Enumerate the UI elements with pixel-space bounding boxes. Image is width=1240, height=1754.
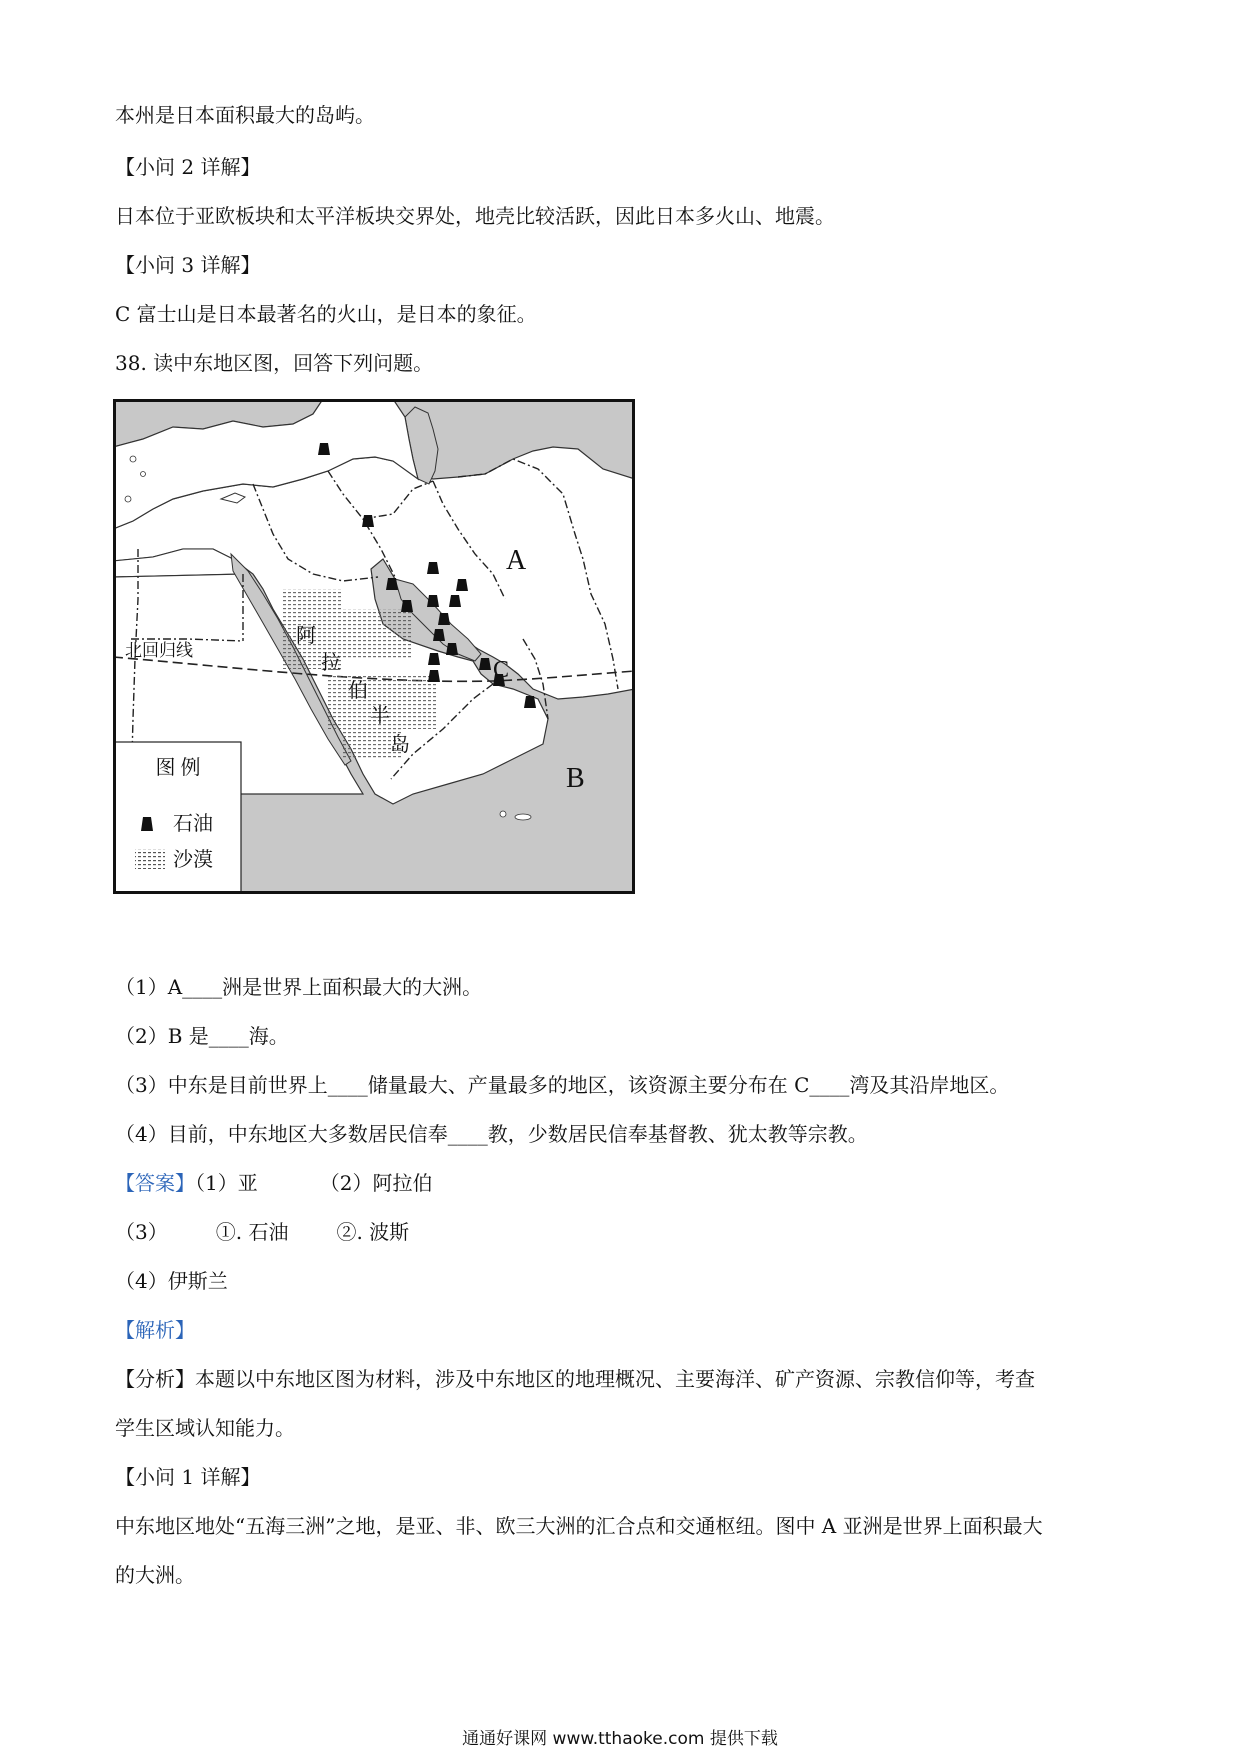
oil-marker-icon — [428, 670, 440, 682]
legend-desert-label: 沙漠 — [173, 849, 213, 871]
desert-area — [343, 609, 413, 659]
peninsula-label-char: 伯 — [348, 680, 368, 702]
oil-marker-icon — [524, 696, 536, 708]
oil-marker-icon — [479, 658, 491, 670]
text-line: 日本位于亚欧板块和太平洋板块交界处，地壳比较活跃，因此日本多火山、地震。 — [115, 204, 835, 228]
answer-line-1 — [115, 1168, 432, 1198]
oil-marker-icon — [446, 643, 458, 655]
oil-marker-icon — [456, 579, 468, 591]
desert-legend-icon — [135, 849, 165, 869]
analysis-tag: 【解析】 — [115, 1318, 195, 1342]
question-2: （2）B 是____海。 — [115, 1024, 289, 1048]
answer-4: （4）伊斯兰 — [115, 1269, 228, 1293]
oil-marker-icon — [318, 443, 330, 455]
subquestion-heading: 【小问 3 详解】 — [115, 253, 261, 277]
question-3: （3）中东是目前世界上____储量最大、产量最多的地区，该资源主要分布在 C____湾及其沿岸地区。 — [115, 1073, 1010, 1097]
oil-marker-icon — [362, 515, 374, 527]
question-4: （4）目前，中东地区大多数居民信奉____教，少数居民信奉基督教、犹太教等宗教。 — [115, 1122, 868, 1146]
subquestion-heading: 【小问 1 详解】 — [115, 1465, 261, 1489]
oil-marker-icon — [401, 600, 413, 612]
peninsula-label-char: 阿 — [296, 625, 316, 647]
oil-marker-icon — [427, 595, 439, 607]
answer-line-3 — [115, 1217, 409, 1247]
answer-1: （1）亚 — [195, 1171, 258, 1195]
answer-3-2: ②. 波斯 — [336, 1220, 410, 1244]
legend-title: 图 例 — [155, 757, 201, 779]
text-line: C 富士山是日本最著名的火山，是日本的象征。 — [115, 302, 537, 326]
analysis-text: 中东地区地处“五海三洲”之地，是亚、非、欧三大洲的汇合点和交通枢纽。图中 A 亚洲是世界上面积最大 — [115, 1514, 1043, 1538]
map-label-b: B — [566, 763, 585, 794]
tropic-label: 北回归线 — [125, 641, 193, 660]
legend-oil-label: 石油 — [173, 813, 213, 835]
peninsula-label-char: 拉 — [321, 652, 341, 674]
subquestion-heading: 【小问 2 详解】 — [115, 155, 261, 179]
page-footer: 通通好课网 www.tthaoke.com 提供下载 — [462, 1729, 778, 1749]
question-title: 38. 读中东地区图，回答下列问题。 — [115, 351, 434, 375]
question-1: （1）A____洲是世界上面积最大的大洲。 — [115, 975, 483, 999]
oil-marker-icon — [427, 562, 439, 574]
analysis-text: 的大洲。 — [115, 1563, 195, 1587]
analysis-text: 【分析】本题以中东地区图为材料，涉及中东地区的地理概况、主要海洋、矿产资源、宗教信仰等，考查 — [115, 1367, 1035, 1391]
answer-3-1: ①. 石油 — [215, 1220, 289, 1244]
map-label-c: C — [493, 657, 510, 683]
answer-2: （2）阿拉伯 — [319, 1171, 433, 1195]
oil-legend-icon — [141, 817, 153, 831]
oil-marker-icon — [449, 595, 461, 607]
oil-marker-icon — [438, 613, 450, 625]
text-line: 本州是日本面积最大的岛屿。 — [115, 103, 375, 127]
answer-3-prefix: （3） — [115, 1220, 168, 1244]
oil-marker-icon — [386, 578, 398, 590]
peninsula-label-char: 岛 — [390, 734, 410, 756]
oil-marker-icon — [428, 653, 440, 665]
peninsula-label-char: 半 — [370, 705, 390, 727]
answer-tag: 【答案】 — [115, 1171, 195, 1195]
analysis-text: 学生区域认知能力。 — [115, 1416, 295, 1440]
map-legend — [115, 742, 241, 894]
middle-east-map — [113, 399, 635, 894]
oil-marker-icon — [433, 629, 445, 641]
map-label-a: A — [506, 545, 527, 576]
